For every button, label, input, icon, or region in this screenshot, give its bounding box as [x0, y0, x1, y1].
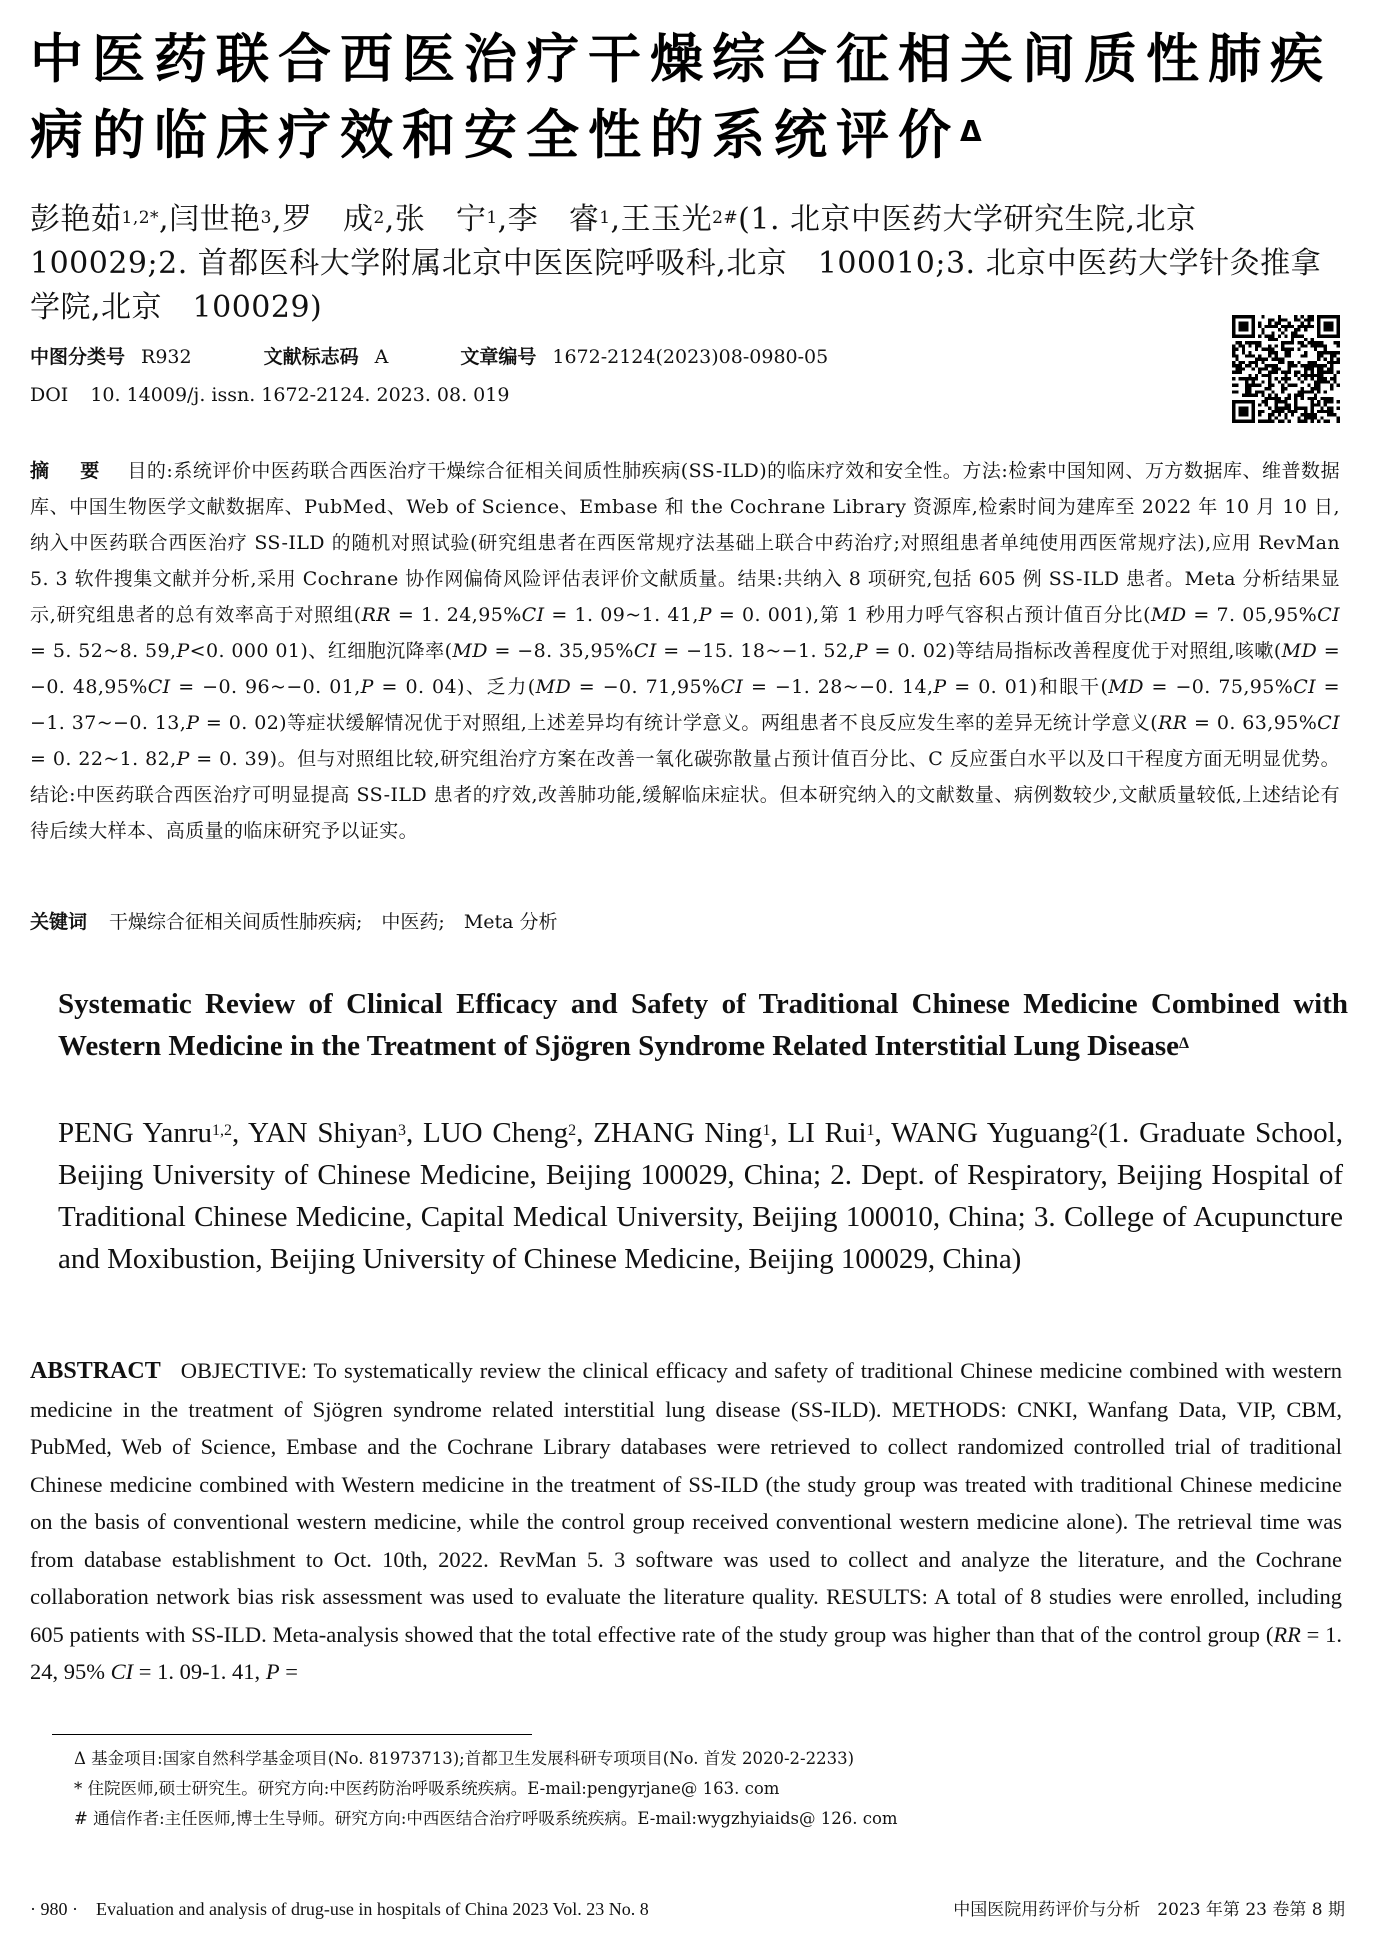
clc-value: R932 — [141, 346, 192, 368]
doi-value: 10. 14009/j. issn. 1672-2124. 2023. 08. 019 — [90, 384, 510, 406]
classification-row — [30, 342, 828, 369]
doi-label: DOI — [30, 384, 69, 406]
chinese-keywords — [30, 907, 1340, 934]
chinese-abstract — [30, 453, 1340, 849]
english-title-footnote-mark: Δ — [1178, 1035, 1190, 1052]
english-authors: PENG Yanru$^{1,2}$, YAN Shiyan$^3$, LUO Cheng$^2$, ZHANG Ning$^1$, LI Rui$^1$, WANG Yuguang$^2$(1. Graduate School, Beijing University of Chinese Medicine, Beijing 100029, China; 2. Dept. of Respiratory, Beijing Hospital of Traditional Chinese Medicine, Capital Medical University, Beijing 100010, China; 3. College of Acupuncture and Moxibustion, Beijing University of Chinese Medicine, Beijing 100029, China) — [58, 1117, 1343, 1275]
footnote-corresponding-author: # 通信作者:主任医师,博士生导师。研究方向:中西医结合治疗呼吸系统疾病。E-mail:wygzhyiaids@ 126. com — [74, 1809, 898, 1828]
english-title: Systematic Review of Clinical Efficacy and Safety of Traditional Chinese Medicine Combined with Western Medicine in the Treatment of Sjögren Syndrome Related Interstitial Lung Disease$^\Delta$ — [58, 988, 1348, 1062]
footer-journal-en: · 980 · Evaluation and analysis of drug-use in hospitals of China 2023 Vol. 23 No. 8 — [30, 1899, 649, 1919]
english-abstract — [30, 1352, 1342, 1691]
document-code-label: 文献标志码 — [263, 346, 359, 368]
article-number-value: 1672-2124(2023)08-0980-05 — [552, 346, 829, 368]
title-footnote-mark: Δ — [960, 115, 982, 148]
keywords-text-cn: 干燥综合征相关间质性肺疾病; 中医药; Meta 分析 — [109, 911, 558, 933]
abstract-label-cn: 摘 要 — [30, 460, 106, 482]
footnote-first-author: * 住院医师,硕士研究生。研究方向:中医药防治呼吸系统疾病。E-mail:pengyrjane@ 163. com — [74, 1779, 780, 1798]
document-code-value: A — [374, 346, 389, 368]
qr-code-icon[interactable] — [1232, 315, 1340, 423]
abstract-text-cn: 目的:系统评价中医药联合西医治疗干燥综合征相关间质性肺疾病(SS-ILD)的临床疗效和安全性。方法:检索中国知网、万方数据库、维普数据库、中国生物医学文献数据库、PubMed、Web of Science、Embase 和 the Cochrane Library 资源库,检索时间为建库至 2022 年 10 月 10 日,纳入中医药联合西医治疗 SS-ILD 的随机对照试验(研究组患者在西医常规疗法基础上联合中药治疗;对照组患者单纯使用西医常规疗法),应用 RevMan 5. 3 软件搜集文献并分析,采用 Cochrane 协作网偏倚风险评估表评价文献质量。结果:共纳入 8 项研究,包括 605 例 SS-ILD 患者。Meta 分析结果显示,研究组患者的总有效率高于对照组(RR = 1. 24,95%CI = 1. 09~1. 41,P = 0. 001),第 1 秒用力呼气容积占预计值百分比(MD = 7. 05,95%CI = 5. 52~8. 59,P<0. 000 01)、红细胞沉降率(MD = −8. 35,95%CI = −15. 18~−1. 52,P = 0. 02)等结局指标改善程度优于对照组,咳嗽(MD = −0. 48,95%CI = −0. 96~−0. 01,P = 0. 04)、乏力(MD = −0. 71,95%CI = −1. 28~−0. 14,P = 0. 01)和眼干(MD = −0. 75,95%CI = −1. 37~−0. 13,P = 0. 02)等症状缓解情况优于对照组,上述差异均有统计学意义。两组患者不良反应发生率的差异无统计学意义(RR = 0. 63,95%CI = 0. 22~1. 82,P = 0. 39)。但与对照组比较,研究组治疗方案在改善一氧化碳弥散量占预计值百分比、C 反应蛋白水平以及口干程度方面无明显优势。结论:中医药联合西医治疗可明显提高 SS-ILD 患者的疗效,改善肺功能,缓解临床症状。但本研究纳入的文献数量、病例数较少,文献质量较低,上述结论有待后续大样本、高质量的临床研究予以证实。 — [30, 460, 1341, 842]
footnote-divider — [52, 1734, 532, 1735]
chinese-authors: 彭艳茹$^{1,2*}$,闫世艳$^3$,罗 成$^2$,张 宁$^1$,李 睿$^1$,王玉光$^{2\#}$(1. 北京中医药大学研究生院,北京 100029;2. 首都医科大学附属北京中医医院呼吸科,北京 100010;3. 北京中医药大学针灸推拿学院,北京 100029) — [30, 202, 1322, 325]
clc-label: 中图分类号 — [30, 346, 126, 368]
footnote-funding: Δ 基金项目:国家自然科学基金项目(No. 81973713);首都卫生发展科研专项项目(No. 首发 2020-2-2233) — [74, 1749, 855, 1768]
abstract-text-en: OBJECTIVE: To systematically review the clinical efficacy and safety of traditional Chinese medicine combined with western medicine in the treatment of Sjögren syndrome related interstitial lung disease (SS-ILD). METHODS: CNKI, Wanfang Data, VIP, CBM, PubMed, Web of Science, Embase and the Cochrane Library databases were retrieved to collect randomized controlled trial of traditional Chinese medicine combined with Western medicine in the treatment of SS-ILD (the study group was treated with traditional Chinese medicine on the basis of conventional western medicine, while the control group received conventional western medicine alone). The retrieval time was from database establishment to Oct. 10th, 2022. RevMan 5. 3 software was used to collect and analyze the literature, and the Cochrane collaboration network bias risk assessment was used to evaluate the literature quality. RESULTS: A total of 8 studies were enrolled, including 605 patients with SS-ILD. Meta-analysis showed that the total effective rate of the study group was higher than that of the control group (RR = 1. 24, 95% CI = 1. 09-1. 41, P = — [30, 1358, 1342, 1684]
keywords-label-cn: 关键词 — [30, 911, 88, 933]
abstract-label-en: ABSTRACT — [30, 1358, 161, 1384]
footer-journal-cn: 中国医院用药评价与分析 2023 年第 23 卷第 8 期 — [953, 1900, 1345, 1920]
article-number-label: 文章编号 — [460, 346, 537, 368]
footnotes — [74, 1744, 1344, 1834]
chinese-title: 中医药联合西医治疗干燥综合征相关间质性肺疾病的临床疗效和安全性的系统评价$^\Delta$ — [30, 29, 1332, 166]
doi-row — [30, 384, 509, 406]
